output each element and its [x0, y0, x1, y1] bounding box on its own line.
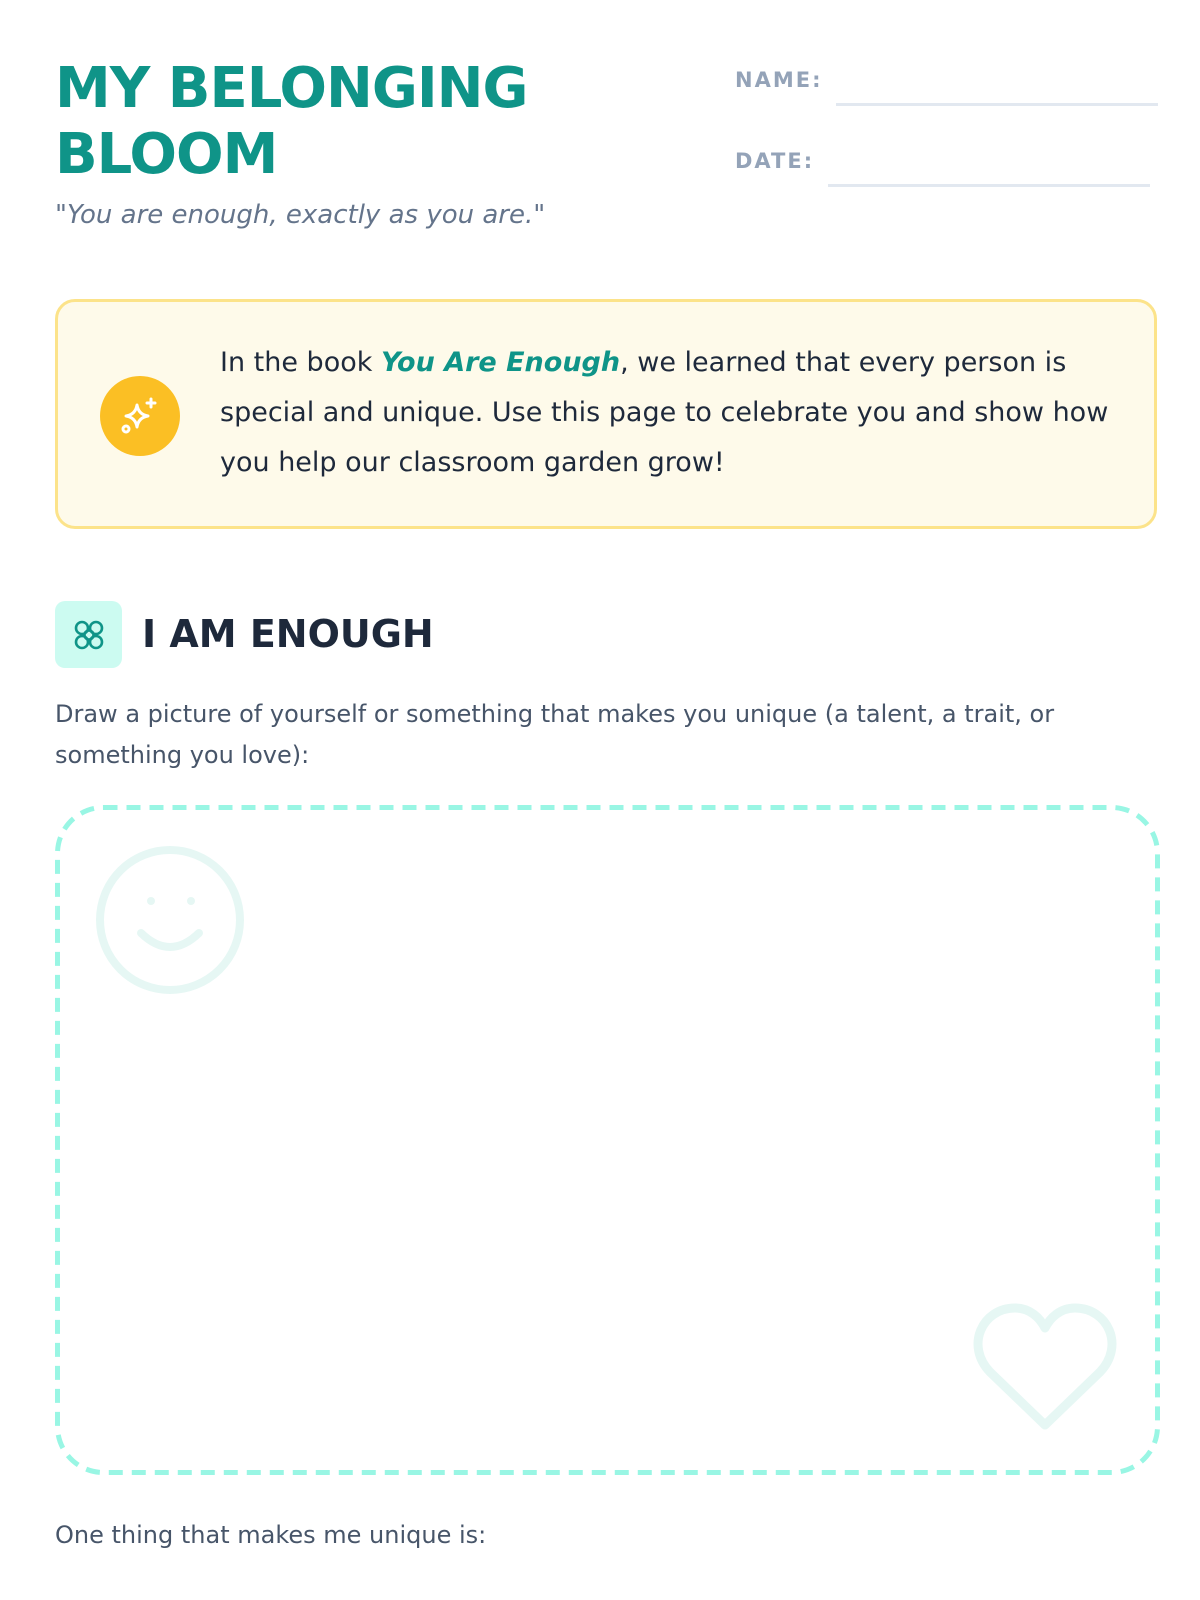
tagline: "You are enough, exactly as you are." [55, 200, 546, 230]
date-label: DATE: [735, 149, 815, 173]
date-field[interactable] [828, 184, 1150, 187]
intro-text-after: , we learned that every person is special and unique. Use this page to celebrate you and show how you help our classroom garden grow! [220, 347, 1109, 478]
intro-note [55, 299, 1157, 529]
name-label: NAME: [735, 68, 823, 92]
name-field[interactable] [836, 103, 1158, 106]
title-line-2: BLOOM [55, 122, 278, 187]
intro-text-before: In the book [220, 347, 381, 378]
section-title: I AM ENOUGH [142, 612, 434, 656]
book-title: You Are Enough [380, 347, 621, 378]
intro-text [220, 338, 1130, 488]
drawing-area[interactable] [55, 805, 1160, 1475]
title-line-1: MY BELONGING [55, 56, 528, 121]
flower-icon [55, 601, 122, 668]
drawing-instructions: Draw a picture of yourself or something that makes you unique (a talent, a trait, or something you love): [55, 700, 1055, 769]
unique-prompt: One thing that makes me unique is: [55, 1521, 487, 1549]
worksheet-title [55, 56, 655, 188]
sparkles-icon [100, 376, 180, 456]
